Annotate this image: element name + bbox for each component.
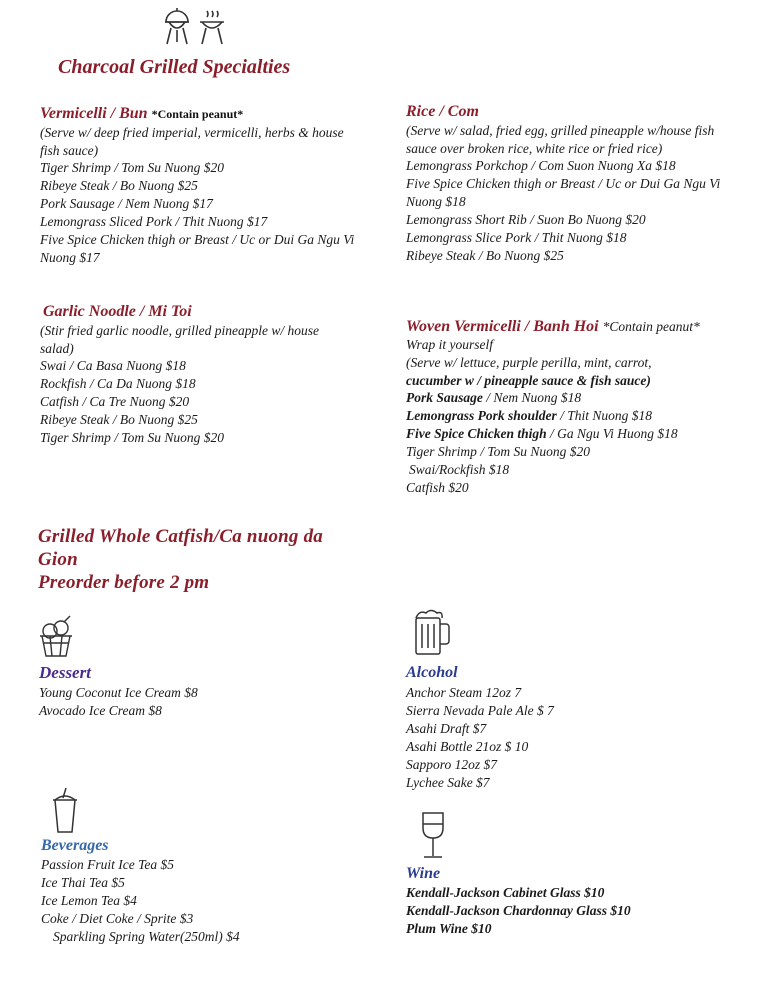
section-title: Vermicelli / Bun <box>40 105 148 122</box>
rice-section <box>406 102 736 265</box>
menu-item: Lemongrass Short Rib / Suon Bo Nuong $20 <box>406 212 646 227</box>
menu-item: Lemongrass Slice Pork / Thit Nuong $18 <box>406 230 627 245</box>
menu-item: Tiger Shrimp / Tom Su Nuong $20 <box>40 430 225 445</box>
whole-catfish-title: Grilled Whole Catfish/Ca nuong da <box>38 526 323 547</box>
section-title: Garlic Noodle / Mi Toi <box>43 303 192 320</box>
menu-item: Kendall-Jackson Cabinet Glass $10 <box>406 885 605 900</box>
menu-item: Avocado Ice Cream $8 <box>39 703 162 718</box>
menu-item: Five Spice Chicken thigh or Breast / Uc or Dui Ga Ngu Vi Nuong $18 <box>406 176 721 209</box>
wine-glass-icon <box>418 810 448 862</box>
section-title: Alcohol <box>406 664 458 681</box>
section-title: Woven Vermicelli / Banh Hoi <box>406 318 599 335</box>
section-description: (Stir fried garlic noodle, grilled pineapple w/ house salad) <box>40 323 319 356</box>
menu-item: Ice Lemon Tea $4 <box>41 893 137 908</box>
menu-item: Ribeye Steak / Bo Nuong $25 <box>406 248 564 263</box>
menu-item: Five Spice Chicken thigh or Breast / Uc or Dui Ga Ngu Vi Nuong $17 <box>40 232 355 265</box>
menu-item: Sparkling Spring Water(250ml) $4 <box>53 929 240 944</box>
menu-item: Swai / Ca Basa Nuong $18 <box>40 358 186 373</box>
vermicelli-section <box>40 104 370 267</box>
woven-vermicelli-section <box>406 318 736 497</box>
dessert-section <box>39 662 369 720</box>
preorder-note: Preorder before 2 pm <box>38 572 210 593</box>
peanut-note: *Contain peanut* <box>151 107 244 121</box>
menu-item: Catfish $20 <box>406 480 469 495</box>
peanut-note: *Contain peanut* Wrap it yourself <box>406 319 700 352</box>
menu-item: Tiger Shrimp / Tom Su Nuong $20 <box>406 444 591 459</box>
menu-item: Lemongrass Sliced Pork / Thit Nuong $17 <box>40 214 268 229</box>
menu-item: Lychee Sake $7 <box>406 775 490 790</box>
section-title: Beverages <box>41 837 109 854</box>
garlic-noodle-section <box>40 302 370 447</box>
menu-item: Asahi Bottle 21oz $ 10 <box>406 739 529 754</box>
section-description: (Serve w/ lettuce, purple perilla, mint, carrot, <box>406 355 652 370</box>
menu-item: Tiger Shrimp / Tom Su Nuong $20 <box>40 160 225 175</box>
section-title: Wine <box>406 865 441 882</box>
wine-section <box>406 864 746 938</box>
menu-item: Plum Wine $10 <box>406 921 492 936</box>
menu-item: Passion Fruit Ice Tea $5 <box>41 857 174 872</box>
grill-icon <box>160 4 230 46</box>
beer-mug-icon <box>412 608 452 658</box>
menu-item: Pork Sausage / Nem Nuong $18 <box>406 390 582 405</box>
menu-item: Young Coconut Ice Cream $8 <box>39 685 198 700</box>
menu-item: Lemongrass Pork shoulder / Thit Nuong $18 <box>406 408 653 423</box>
menu-item: Anchor Steam 12oz 7 <box>406 685 522 700</box>
section-description: cucumber w / pineapple sauce & fish sauce) <box>406 372 651 388</box>
alcohol-section <box>406 662 736 792</box>
menu-item: Ribeye Steak / Bo Nuong $25 <box>40 412 198 427</box>
menu-item: Catfish / Ca Tre Nuong $20 <box>40 394 190 409</box>
whole-catfish-section <box>38 525 378 594</box>
menu-item: Ribeye Steak / Bo Nuong $25 <box>40 178 198 193</box>
section-title: Dessert <box>39 663 91 682</box>
whole-catfish-title: Gion <box>38 549 78 570</box>
menu-item: Sierra Nevada Pale Ale $ 7 <box>406 703 554 718</box>
ice-cream-icon <box>38 614 74 660</box>
menu-item: Ice Thai Tea $5 <box>41 875 125 890</box>
section-description: (Serve w/ deep fried imperial, vermicelli, herbs & house fish sauce) <box>40 125 344 158</box>
menu-item: Sapporo 12oz $7 <box>406 757 498 772</box>
menu-item: Swai/Rockfish $18 <box>409 462 510 477</box>
menu-item: Asahi Draft $7 <box>406 721 487 736</box>
section-title: Rice / Com <box>406 103 479 120</box>
page-title: Charcoal Grilled Specialties <box>58 56 291 78</box>
menu-item: Lemongrass Porkchop / Com Suon Nuong Xa $18 <box>406 158 676 173</box>
menu-item: Five Spice Chicken thigh / Ga Ngu Vi Huong $18 <box>406 426 678 441</box>
menu-item: Pork Sausage / Nem Nuong $17 <box>40 196 213 211</box>
drink-cup-icon <box>50 786 80 834</box>
menu-item: Kendall-Jackson Chardonnay Glass $10 <box>406 903 631 918</box>
menu-item: Rockfish / Ca Da Nuong $18 <box>40 376 196 391</box>
menu-item: Coke / Diet Coke / Sprite $3 <box>41 911 194 926</box>
section-description: (Serve w/ salad, fried egg, grilled pineapple w/house fish sauce over broken rice, white rice or fried rice) <box>406 123 715 156</box>
beverages-section <box>41 836 371 946</box>
